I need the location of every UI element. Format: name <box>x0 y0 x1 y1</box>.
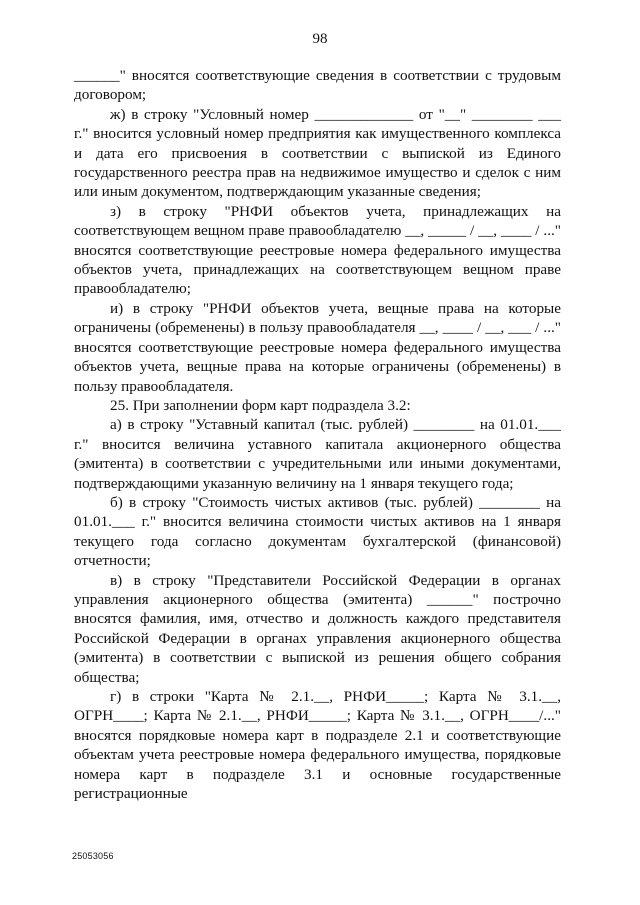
paragraph-item-zh: ж) в строку "Условный номер _____________ от "__" ________ ___ г." вносится условный номер предприятия как имущественного комплекса и дата его присвоения в соответствии с выпиской из Единого государственного реестра прав на недвижимое имущество и сделок с ним или иным документом, подтверждающим указанные сведения; <box>74 105 561 201</box>
paragraph-item-g: г) в строки "Карта № 2.1.__, РНФИ_____; Карта № 3.1.__, ОГРН____; Карта № 2.1.__, РНФИ_____; Карта № 3.1.__, ОГРН____/..." вносятся порядковые номера карт в подразделе 2.1 и соответствующие объектам учета реестровые номера федерального имущества, порядковые номера карт в подразделе 3.1 и основные государственные регистрационные <box>74 688 561 803</box>
paragraph-item-z: з) в строку "РНФИ объектов учета, принадлежащих на соответствующем вещном праве правообладателю __, _____ / __, ____ / ..." вносятся соответствующие реестровые номера федерального имущества объектов учета, принадлежащих на соответствующем вещном праве правообладателю; <box>74 202 561 298</box>
paragraph-continuation: ______" вносятся соответствующие сведения в соответствии с трудовым договором; <box>74 67 561 104</box>
paragraph-section-25: 25. При заполнении форм карт подраздела 3.2: <box>110 396 411 414</box>
document-code: 25053056 <box>72 851 114 861</box>
paragraph-item-v: в) в строку "Представители Российской Федерации в органах управления акционерного общества (эмитента) ______" построчно вносятся фамилия, имя, отчество и должность каждого представителя Российской Федерации в органах управления акционерного общества (эмитента) в соответствии с выпиской из решения общего собрания общества; <box>74 571 561 686</box>
paragraph-item-b: б) в строку "Стоимость чистых активов (тыс. рублей) ________ на 01.01.___ г." вносится величина стоимости чистых активов на 1 января текущего года согласно документам бухгалтерской (финансовой) отчетности; <box>74 493 561 570</box>
paragraph-item-a: а) в строку "Уставный капитал (тыс. рублей) ________ на 01.01.___ г." вносится величина уставного капитала акционерного общества (эмитента) в соответствии с учредительными или иными документами, подтверждающими указанную величину на 1 января текущего года; <box>74 416 561 492</box>
paragraph-item-i: и) в строку "РНФИ объектов учета, вещные права на которые ограничены (обременены) в пользу правообладателя __, ____ / __, ___ / ..." вносятся соответствующие реестровые номера федерального имущества объектов учета, вещные права на которые ограничены (обременены) в пользу правообладателя. <box>74 299 561 395</box>
page-number: 98 <box>312 31 328 47</box>
document-body <box>74 66 561 803</box>
